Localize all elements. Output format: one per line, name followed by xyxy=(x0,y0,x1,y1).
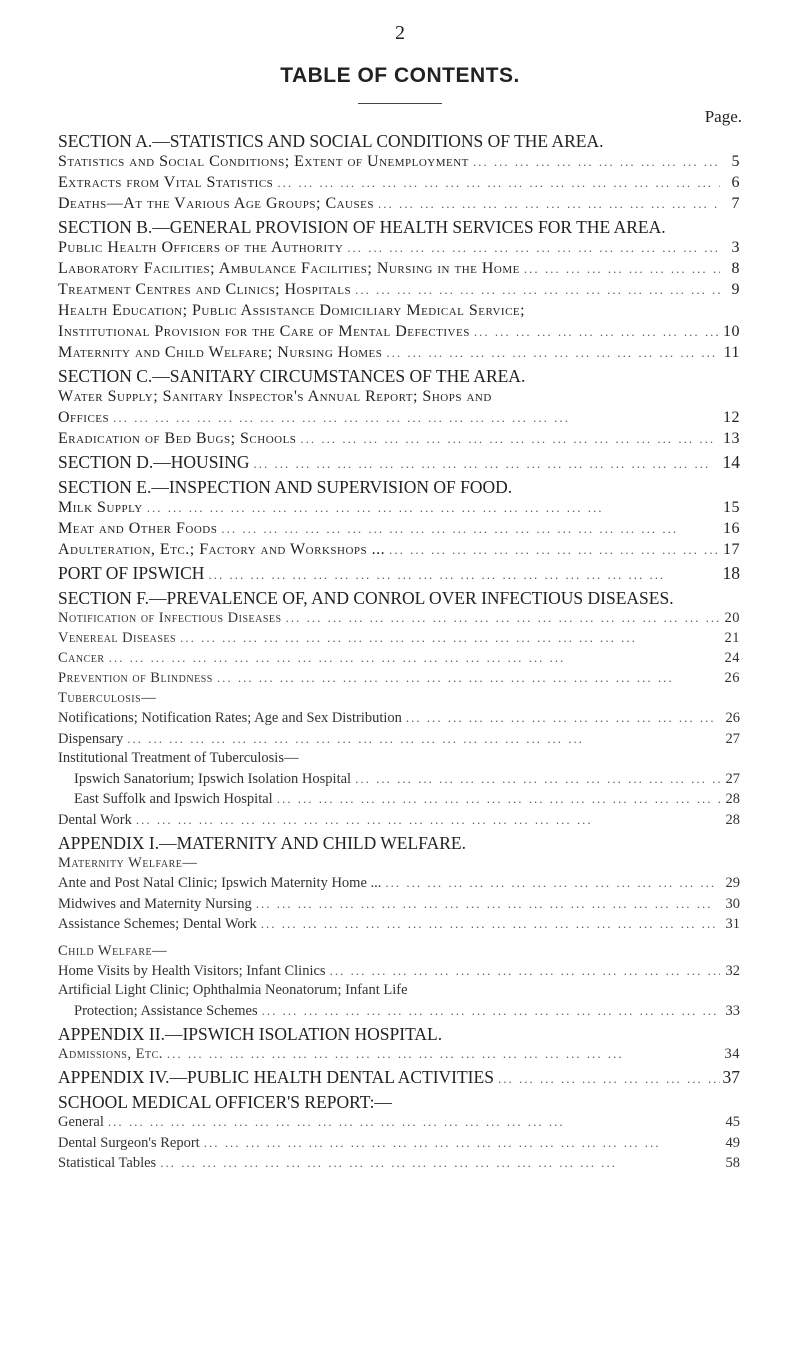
dot-leader xyxy=(143,497,720,518)
toc-entry xyxy=(58,688,740,708)
page-number: 2 xyxy=(395,22,405,44)
toc-entry xyxy=(58,873,740,894)
toc-page-number: 31 xyxy=(725,916,740,932)
toc-page-number: 8 xyxy=(731,260,740,277)
toc-page-number: 58 xyxy=(725,1155,740,1171)
toc-entry-label: Offices xyxy=(58,409,110,426)
toc-page-number: 34 xyxy=(724,1046,740,1062)
toc-section-heading xyxy=(58,217,740,237)
toc-entry xyxy=(58,810,740,831)
toc-entry-label: Institutional Treatment of Tuberculosis— xyxy=(58,750,299,766)
dot-leader xyxy=(520,258,720,279)
toc-entry xyxy=(58,539,740,560)
dot-leader xyxy=(217,518,720,539)
toc-page-number: 27 xyxy=(725,730,740,747)
toc-page-number: 28 xyxy=(725,791,740,807)
toc-entry xyxy=(58,961,740,982)
toc-entry-label: Dispensary xyxy=(58,730,124,747)
toc-entry-label: APPENDIX IV.—PUBLIC HEALTH DENTAL ACTIVITIES xyxy=(58,1067,494,1087)
toc-entry xyxy=(58,518,740,539)
toc-entry xyxy=(58,1112,740,1133)
toc-entry-label: SECTION C.—SANITARY CIRCUMSTANCES OF THE AREA. xyxy=(58,366,526,386)
toc-page-number: 33 xyxy=(725,1002,740,1019)
toc-entry xyxy=(58,279,740,300)
toc-entry-label: Meat and Other Foods xyxy=(58,520,218,537)
toc-entry-label: Adulteration, Etc.; Factory and Workshops ... xyxy=(58,541,386,558)
toc-entry xyxy=(58,914,740,935)
dot-leader xyxy=(204,564,720,585)
toc-entry-label: East Suffolk and Ipswich Hospital xyxy=(74,791,273,807)
toc-entry-label: Maternity Welfare— xyxy=(58,855,198,871)
toc-page-number: 21 xyxy=(724,630,740,646)
toc-entry-label: APPENDIX I.—MATERNITY AND CHILD WELFARE. xyxy=(58,833,466,853)
toc-entry-label: General xyxy=(58,1114,104,1130)
dot-leader xyxy=(326,961,720,981)
dot-leader xyxy=(176,628,720,648)
toc-entry xyxy=(58,497,740,518)
toc-entry xyxy=(58,300,740,321)
toc-entry-label: Notification of Infectious Diseases xyxy=(58,610,282,626)
dot-leader xyxy=(296,428,720,449)
dot-leader xyxy=(123,729,720,749)
toc-section-heading xyxy=(58,1092,740,1112)
toc-page-number: 26 xyxy=(725,710,740,726)
toc-entry-label: Institutional Provision for the Care of Mental Defectives xyxy=(58,323,470,340)
toc-entry xyxy=(58,321,740,342)
toc-page-number: 27 xyxy=(725,770,740,787)
toc-page-number: 49 xyxy=(725,1134,740,1151)
toc-entry-label: Statistics and Social Conditions; Extent of Unemployment xyxy=(58,153,469,170)
dot-leader xyxy=(273,172,720,193)
toc-entry xyxy=(58,894,740,915)
toc-page-number: 24 xyxy=(724,650,740,666)
dot-leader xyxy=(163,1044,720,1064)
toc-entry xyxy=(58,342,740,363)
toc-section-heading xyxy=(58,833,740,853)
dot-leader xyxy=(200,1133,720,1153)
toc-entry-label: Venereal Diseases xyxy=(58,630,177,646)
toc-section-heading xyxy=(58,366,740,386)
dot-leader xyxy=(213,668,720,688)
toc-section-heading xyxy=(58,1024,740,1044)
toc-entry-label: Tuberculosis— xyxy=(58,690,157,706)
toc-entry-label: Cancer xyxy=(58,650,105,666)
toc-section-heading xyxy=(58,452,740,474)
toc-entry-label: SECTION D.—HOUSING xyxy=(58,452,250,472)
toc-page-number: 16 xyxy=(723,520,740,537)
toc-entry xyxy=(58,193,740,214)
toc-entry-label: Midwives and Maternity Nursing xyxy=(58,895,252,912)
toc-entry-label: Assistance Schemes; Dental Work xyxy=(58,916,257,932)
toc-page-number: 12 xyxy=(723,409,740,426)
toc-entry-label: Notifications; Notification Rates; Age and Sex Distribution xyxy=(58,710,402,726)
toc-page-number: 18 xyxy=(722,563,740,583)
toc-entry-label: Prevention of Blindness xyxy=(58,670,213,686)
toc-entry xyxy=(58,1133,740,1154)
toc-entry-label: Health Education; Public Assistance Domiciliary Medical Service; xyxy=(58,302,526,319)
toc-section-heading xyxy=(58,563,740,585)
table-of-contents xyxy=(58,128,740,1174)
toc-page-number: 7 xyxy=(731,195,740,212)
toc-entry xyxy=(58,258,740,279)
dot-leader xyxy=(282,608,720,628)
toc-entry-label: Home Visits by Health Visitors; Infant Clinics xyxy=(58,962,326,979)
toc-entry-label: Laboratory Facilities; Ambulance Facilities; Nursing in the Home xyxy=(58,260,520,277)
toc-entry-label: Deaths—At the Various Age Groups; Causes xyxy=(58,195,374,212)
toc-entry-label: Extracts from Vital Statistics xyxy=(58,174,274,191)
toc-page-number: 10 xyxy=(723,323,740,340)
toc-entry-label: SECTION F.—PREVALENCE OF, AND CONROL OVER INFECTIOUS DISEASES. xyxy=(58,588,674,608)
toc-page-number: 5 xyxy=(731,153,740,170)
dot-leader xyxy=(132,810,720,830)
dot-leader xyxy=(105,648,720,668)
dot-leader xyxy=(470,321,720,342)
toc-entry xyxy=(58,981,740,1001)
toc-entry-label: Statistical Tables xyxy=(58,1155,157,1171)
dot-leader xyxy=(351,279,720,300)
toc-page-number: 30 xyxy=(725,895,740,912)
toc-page-number: 20 xyxy=(724,610,740,626)
toc-entry xyxy=(58,1153,740,1174)
toc-entry xyxy=(58,1044,740,1064)
toc-entry-label: Maternity and Child Welfare; Nursing Homes xyxy=(58,344,383,361)
toc-entry-label: Treatment Centres and Clinics; Hospitals xyxy=(58,281,352,298)
toc-entry-label: Protection; Assistance Schemes xyxy=(74,1002,258,1019)
toc-page-number: 29 xyxy=(725,875,740,891)
toc-entry xyxy=(58,769,740,790)
toc-entry xyxy=(58,648,740,668)
toc-entry xyxy=(58,237,740,258)
toc-entry-label: SCHOOL MEDICAL OFFICER'S REPORT:— xyxy=(58,1092,392,1112)
toc-entry-label: Public Health Officers of the Authority xyxy=(58,239,344,256)
dot-leader xyxy=(494,1068,720,1089)
toc-entry xyxy=(58,789,740,810)
dot-leader xyxy=(273,789,720,809)
toc-entry-label: Admissions, Etc. xyxy=(58,1046,163,1062)
title-divider xyxy=(358,103,442,104)
toc-page-number: 3 xyxy=(731,239,740,256)
toc-entry xyxy=(58,407,740,428)
toc-page-number: 14 xyxy=(722,452,740,472)
toc-page-number: 6 xyxy=(731,174,740,191)
dot-leader xyxy=(257,914,720,934)
dot-leader xyxy=(385,539,720,560)
toc-section-heading xyxy=(58,131,740,151)
dot-leader xyxy=(381,873,720,893)
toc-entry xyxy=(58,708,740,729)
toc-entry-label: Child Welfare— xyxy=(58,942,168,959)
toc-entry xyxy=(58,628,740,648)
dot-leader xyxy=(156,1153,720,1173)
toc-entry xyxy=(58,428,740,449)
toc-entry-label: Dental Work xyxy=(58,811,132,828)
toc-entry-label: APPENDIX II.—IPSWICH ISOLATION HOSPITAL. xyxy=(58,1024,443,1044)
dot-leader xyxy=(402,708,720,728)
toc-entry-label: Ipswich Sanatorium; Ipswich Isolation Hospital xyxy=(74,770,352,787)
toc-section-heading xyxy=(58,477,740,497)
dot-leader xyxy=(343,237,720,258)
toc-page-number: 11 xyxy=(723,344,740,361)
dot-leader xyxy=(258,1001,720,1021)
toc-page-number: 32 xyxy=(725,962,740,979)
toc-entry-label: SECTION A.—STATISTICS AND SOCIAL CONDITIONS OF THE AREA. xyxy=(58,131,604,151)
toc-entry-label: Artificial Light Clinic; Ophthalmia Neonatorum; Infant Life xyxy=(58,982,408,998)
toc-entry xyxy=(58,668,740,688)
toc-page-number: 15 xyxy=(723,499,740,516)
toc-entry xyxy=(58,151,740,172)
toc-section-heading xyxy=(58,588,740,608)
toc-section-heading xyxy=(58,1067,740,1089)
toc-entry xyxy=(58,749,740,769)
dot-leader xyxy=(374,193,720,214)
toc-page-number: 45 xyxy=(725,1114,740,1130)
toc-entry xyxy=(58,386,740,407)
toc-entry-label: Ante and Post Natal Clinic; Ipswich Maternity Home ... xyxy=(58,875,382,891)
toc-entry-label: SECTION E.—INSPECTION AND SUPERVISION OF FOOD. xyxy=(58,477,513,497)
dot-leader xyxy=(469,151,720,172)
dot-leader xyxy=(104,1112,720,1132)
toc-entry-label: SECTION B.—GENERAL PROVISION OF HEALTH SERVICES FOR THE AREA. xyxy=(58,217,666,237)
dot-leader xyxy=(382,342,720,363)
toc-entry xyxy=(58,608,740,628)
toc-page-number: 13 xyxy=(723,430,740,447)
toc-entry-label: PORT OF IPSWICH xyxy=(58,563,205,583)
dot-leader xyxy=(250,453,720,474)
toc-page-number: 9 xyxy=(731,281,740,298)
toc-page-number: 37 xyxy=(722,1067,740,1087)
page-column-header: Page. xyxy=(704,107,742,126)
dot-leader xyxy=(252,894,720,914)
toc-entry xyxy=(58,1001,740,1022)
toc-entry-label: Milk Supply xyxy=(58,499,143,516)
toc-entry-label: Eradication of Bed Bugs; Schools xyxy=(58,430,297,447)
toc-entry xyxy=(58,853,740,873)
toc-entry xyxy=(58,729,740,750)
dot-leader xyxy=(351,769,720,789)
toc-entry xyxy=(58,941,740,961)
toc-entry-label: Dental Surgeon's Report xyxy=(58,1134,200,1151)
dot-leader xyxy=(109,407,720,428)
page-title: TABLE OF CONTENTS. xyxy=(280,64,520,87)
toc-page-number: 17 xyxy=(723,541,740,558)
toc-page-number: 26 xyxy=(724,670,740,686)
toc-page-number: 28 xyxy=(725,811,740,828)
toc-entry-label: Water Supply; Sanitary Inspector's Annual Report; Shops and xyxy=(58,388,492,405)
toc-entry xyxy=(58,172,740,193)
